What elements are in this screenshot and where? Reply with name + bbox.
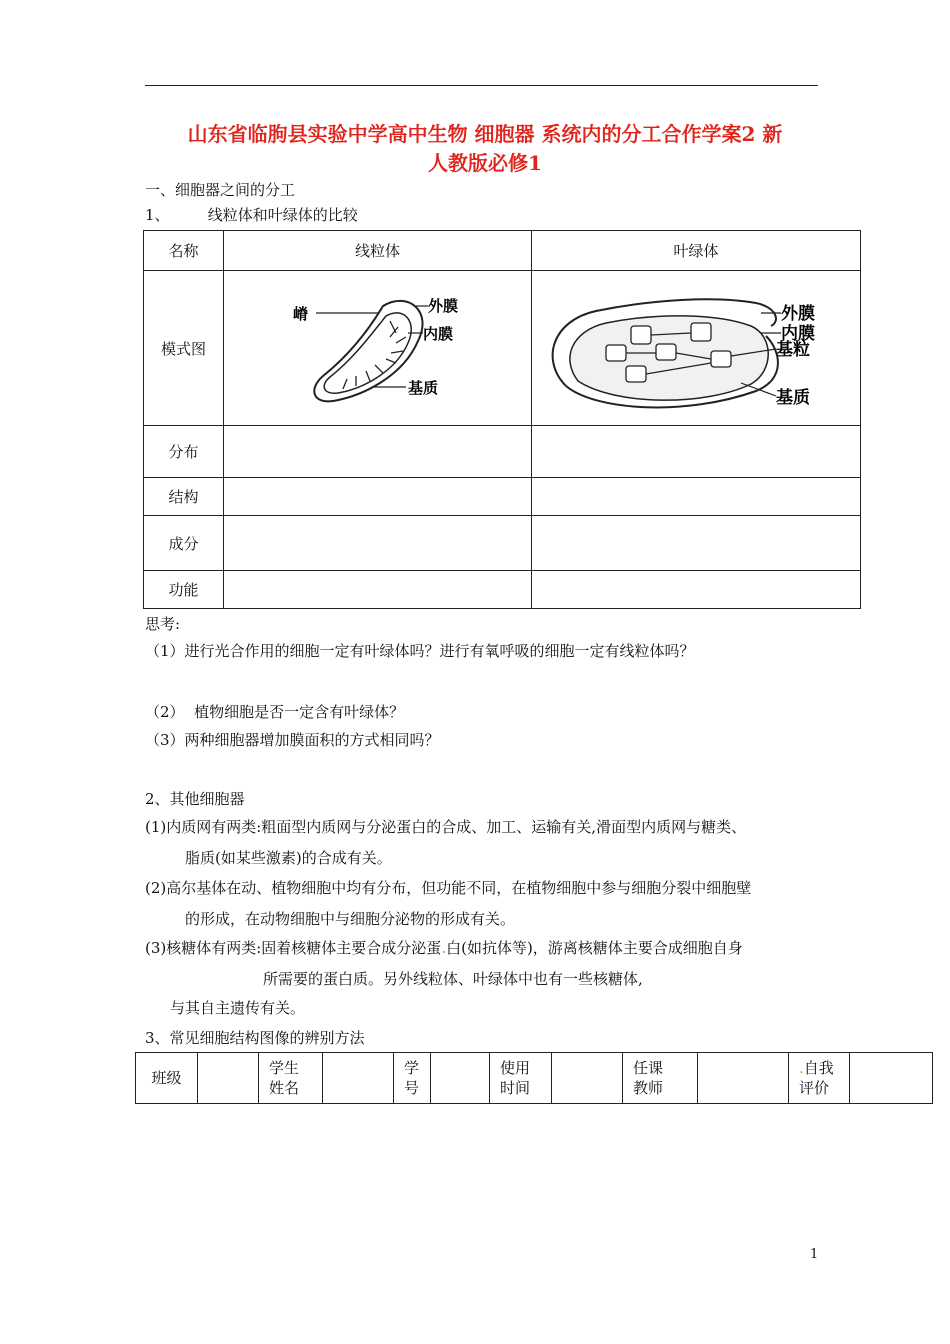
cell-chloro-structure[interactable] <box>532 478 861 516</box>
row-label-function: 功能 <box>144 571 224 609</box>
chloroplast-diagram <box>536 271 856 421</box>
self-eval-dot: . <box>799 1059 804 1077</box>
use-time-field[interactable] <box>552 1053 623 1104</box>
label-mito-matrix: 基质 <box>407 379 438 397</box>
paragraph-3-part2: 白(如抗体等)，游离核糖体主要合成细胞自身 <box>446 939 743 957</box>
document-title-line1: 山东省临朐县实验中学高中生物 细胞器 系统内的分工合作学案2 新 <box>187 122 783 146</box>
student-name-label <box>259 1053 323 1104</box>
row-label-model: 模式图 <box>144 271 224 426</box>
cell-mito-composition[interactable] <box>224 516 532 571</box>
question-2: （2） 植物细胞是否一定含有叶绿体？ <box>145 703 405 721</box>
cell-mito-function[interactable] <box>224 571 532 609</box>
paragraph-1-line2: 脂质(如某些激素)的合成有关。 <box>185 849 392 867</box>
row-label-composition: 成分 <box>144 516 224 571</box>
document-title-line2: 人教版必修1 <box>428 151 542 175</box>
info-table <box>135 1052 933 1104</box>
label-chloro-grana: 基粒 <box>776 340 810 360</box>
label-chloro-stroma: 基质 <box>776 388 810 408</box>
self-evaluation-field[interactable] <box>850 1053 933 1104</box>
class-field[interactable] <box>198 1053 259 1104</box>
cell-mito-structure[interactable] <box>224 478 532 516</box>
question-1: （1）进行光合作用的细胞一定有叶绿体吗？进行有氧呼吸的细胞一定有线粒体吗？ <box>145 642 695 660</box>
class-label: 班级 <box>136 1053 198 1104</box>
label-chloro-inner: 内膜 <box>781 324 815 344</box>
use-time-label <box>490 1053 552 1104</box>
section-heading-1: 一、细胞器之间的分工 <box>145 181 296 199</box>
cell-chloro-composition[interactable] <box>532 516 861 571</box>
teacher-field[interactable] <box>698 1053 789 1104</box>
row-label-structure: 结构 <box>144 478 224 516</box>
header-rule <box>145 85 818 86</box>
section-heading-3: 3、常见细胞结构图像的辨别方法 <box>145 1029 365 1047</box>
paragraph-3-line2: 所需要的蛋白质。另外线粒体、叶绿体中也有一些核糖体, <box>263 970 643 988</box>
section-heading-2: 2、其他细胞器 <box>145 790 245 808</box>
question-3: （3）两种细胞器增加膜面积的方式相同吗？ <box>145 731 440 749</box>
mitochondria-diagram-cell <box>224 271 532 426</box>
student-name-field[interactable] <box>323 1053 394 1104</box>
cell-mito-distribution[interactable] <box>224 426 532 478</box>
use-time-label-1: 使用 <box>500 1059 531 1077</box>
table-header-mitochondria: 线粒体 <box>224 231 532 271</box>
self-eval-label-2: 评价 <box>799 1079 830 1097</box>
mitochondria-diagram <box>228 271 528 421</box>
table-header-chloroplast: 叶绿体 <box>532 231 861 271</box>
row-label-distribution: 分布 <box>144 426 224 478</box>
label-cristae: 嵴 <box>292 305 308 323</box>
think-heading: 思考: <box>145 615 181 633</box>
student-number-field[interactable] <box>431 1053 490 1104</box>
cell-chloro-function[interactable] <box>532 571 861 609</box>
paragraph-1-line1: (1)内质网有两类:粗面型内质网与分泌蛋白的合成、加工、运输有关,滑面型内质网与糖类、 <box>145 818 747 836</box>
highlight-dot: . <box>441 939 447 957</box>
cell-chloro-distribution[interactable] <box>532 426 861 478</box>
use-time-label-2: 时间 <box>500 1079 531 1097</box>
paragraph-2-line2: 的形成，在动物细胞中与细胞分泌物的形成有关。 <box>185 910 516 928</box>
teacher-label <box>623 1053 698 1104</box>
subsection-heading-1: 1、 线粒体和叶绿体的比较 <box>145 206 358 224</box>
comparison-table <box>143 230 861 609</box>
label-mito-inner: 内膜 <box>422 325 453 343</box>
page-number: 1 <box>810 1247 819 1262</box>
label-mito-outer: 外膜 <box>427 297 458 315</box>
self-evaluation-label <box>789 1053 850 1104</box>
self-eval-label-1: 自我 <box>803 1059 834 1077</box>
student-name-label-2: 姓名 <box>269 1079 300 1097</box>
teacher-label-2: 教师 <box>633 1079 664 1097</box>
paragraph-3-part1: (3)核糖体有两类:固着核糖体主要合成分泌蛋 <box>145 939 442 957</box>
teacher-label-1: 任课 <box>633 1059 664 1077</box>
student-name-label-1: 学生 <box>269 1059 300 1077</box>
label-chloro-outer: 外膜 <box>781 304 815 324</box>
student-number-label <box>394 1053 431 1104</box>
table-header-name: 名称 <box>144 231 224 271</box>
paragraph-3-line1 <box>145 938 743 958</box>
student-number-label-1: 学 <box>404 1059 420 1077</box>
student-number-label-2: 号 <box>404 1079 420 1097</box>
paragraph-3-line3: 与其自主遗传有关。 <box>170 999 306 1017</box>
chloroplast-diagram-cell <box>532 271 861 426</box>
paragraph-2-line1: (2)高尔基体在动、植物细胞中均有分布，但功能不同，在植物细胞中参与细胞分裂中细胞壁 <box>145 879 752 897</box>
